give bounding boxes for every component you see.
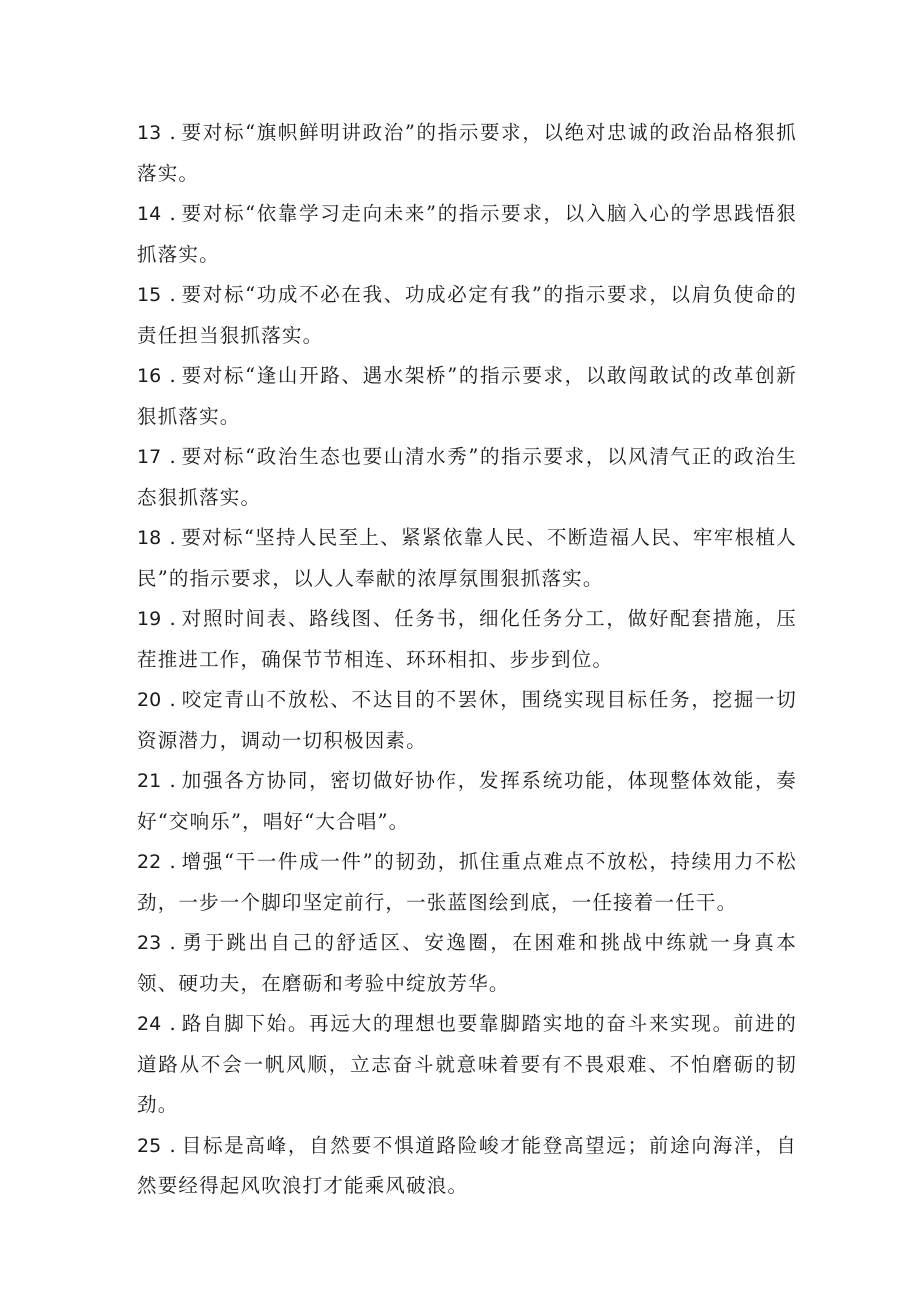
- list-item: 20 . 咬定青山不放松、不达目的不罢休，围绕实现目标任务，挖掘一切资源潜力，调动一切积极因素。: [137, 688, 797, 752]
- item-text: 咬定青山不放松、不达目的不罢休，围绕实现目标任务，挖掘一切资源潜力，调动一切积极因素。: [137, 688, 797, 752]
- item-text: 目标是高峰，自然要不惧道路险峻才能登高望远；前途向海洋，自然要经得起风吹浪打才能乘风破浪。: [137, 1133, 797, 1197]
- item-number: 20: [137, 689, 162, 711]
- item-text: 对照时间表、路线图、任务书，细化任务分工，做好配套措施，压茬推进工作，确保节节相连、环环相扣、步步到位。: [137, 607, 797, 671]
- list-item: 23 . 勇于跳出自己的舒适区、安逸圈，在困难和挑战中练就一身真本领、硬功夫，在磨砺和考验中绽放芳华。: [137, 931, 797, 995]
- list-item: 18 . 要对标“坚持人民至上、紧紧依靠人民、不断造福人民、牢牢根植人民”的指示要求，以人人奉献的浓厚氛围狠抓落实。: [137, 526, 797, 590]
- list-item: 16 . 要对标“逢山开路、遇水架桥”的指示要求，以敢闯敢试的改革创新狠抓落实。: [137, 364, 797, 428]
- item-text: 要对标“功成不必在我、功成必定有我”的指示要求，以肩负使命的责任担当狠抓落实。: [137, 283, 797, 347]
- item-number: 24: [137, 1013, 162, 1035]
- item-number: 14: [137, 203, 162, 225]
- list-item: 19 . 对照时间表、路线图、任务书，细化任务分工，做好配套措施，压茬推进工作，确保节节相连、环环相扣、步步到位。: [137, 607, 797, 671]
- item-text: 要对标“政治生态也要山清水秀”的指示要求，以风清气正的政治生态狠抓落实。: [137, 445, 797, 509]
- item-number: 16: [137, 365, 162, 387]
- list-item: 14 . 要对标“依靠学习走向未来”的指示要求，以入脑入心的学思践悟狠抓落实。: [137, 202, 797, 266]
- list-item: 21 . 加强各方协同，密切做好协作，发挥系统功能，体现整体效能，奏好“交响乐”，唱好“大合唱”。: [137, 769, 797, 833]
- list-item: 17 . 要对标“政治生态也要山清水秀”的指示要求，以风清气正的政治生态狠抓落实。: [137, 445, 797, 509]
- item-number: 18: [137, 527, 162, 549]
- list-item: 25 . 目标是高峰，自然要不惧道路险峻才能登高望远；前途向海洋，自然要经得起风吹浪打才能乘风破浪。: [137, 1133, 797, 1197]
- item-number: 17: [137, 446, 162, 468]
- item-text: 增强“干一件成一件”的韧劲，抓住重点难点不放松，持续用力不松劲，一步一个脚印坚定前行，一张蓝图绘到底，一任接着一任干。: [137, 850, 797, 914]
- item-number: 22: [137, 851, 162, 873]
- list-item: 22 . 增强“干一件成一件”的韧劲，抓住重点难点不放松，持续用力不松劲，一步一个脚印坚定前行，一张蓝图绘到底，一任接着一任干。: [137, 850, 797, 914]
- item-text: 要对标“坚持人民至上、紧紧依靠人民、不断造福人民、牢牢根植人民”的指示要求，以人人奉献的浓厚氛围狠抓落实。: [137, 526, 797, 590]
- list-item: 15 . 要对标“功成不必在我、功成必定有我”的指示要求，以肩负使命的责任担当狠抓落实。: [137, 283, 797, 347]
- item-number: 15: [137, 284, 162, 306]
- item-text: 路自脚下始。再远大的理想也要靠脚踏实地的奋斗来实现。前进的道路从不会一帆风顺，立志奋斗就意味着要有不畏艰难、不怕磨砺的韧劲。: [137, 1012, 797, 1116]
- item-number: 13: [137, 122, 162, 144]
- list-item: 13 . 要对标“旗帜鲜明讲政治”的指示要求，以绝对忠诚的政治品格狠抓落实。: [137, 121, 797, 185]
- item-text: 要对标“逢山开路、遇水架桥”的指示要求，以敢闯敢试的改革创新狠抓落实。: [137, 364, 797, 428]
- document-body: [137, 113, 797, 1207]
- item-text: 加强各方协同，密切做好协作，发挥系统功能，体现整体效能，奏好“交响乐”，唱好“大合唱”。: [137, 769, 797, 833]
- item-number: 23: [137, 932, 162, 954]
- item-text: 要对标“依靠学习走向未来”的指示要求，以入脑入心的学思践悟狠抓落实。: [137, 202, 797, 266]
- item-number: 25: [137, 1134, 162, 1157]
- item-number: 21: [137, 770, 162, 792]
- item-text: 勇于跳出自己的舒适区、安逸圈，在困难和挑战中练就一身真本领、硬功夫，在磨砺和考验中绽放芳华。: [137, 931, 797, 995]
- list-item: 24 . 路自脚下始。再远大的理想也要靠脚踏实地的奋斗来实现。前进的道路从不会一帆风顺，立志奋斗就意味着要有不畏艰难、不怕磨砺的韧劲。: [137, 1012, 797, 1116]
- item-text: 要对标“旗帜鲜明讲政治”的指示要求，以绝对忠诚的政治品格狠抓落实。: [137, 121, 797, 185]
- item-number: 19: [137, 608, 162, 630]
